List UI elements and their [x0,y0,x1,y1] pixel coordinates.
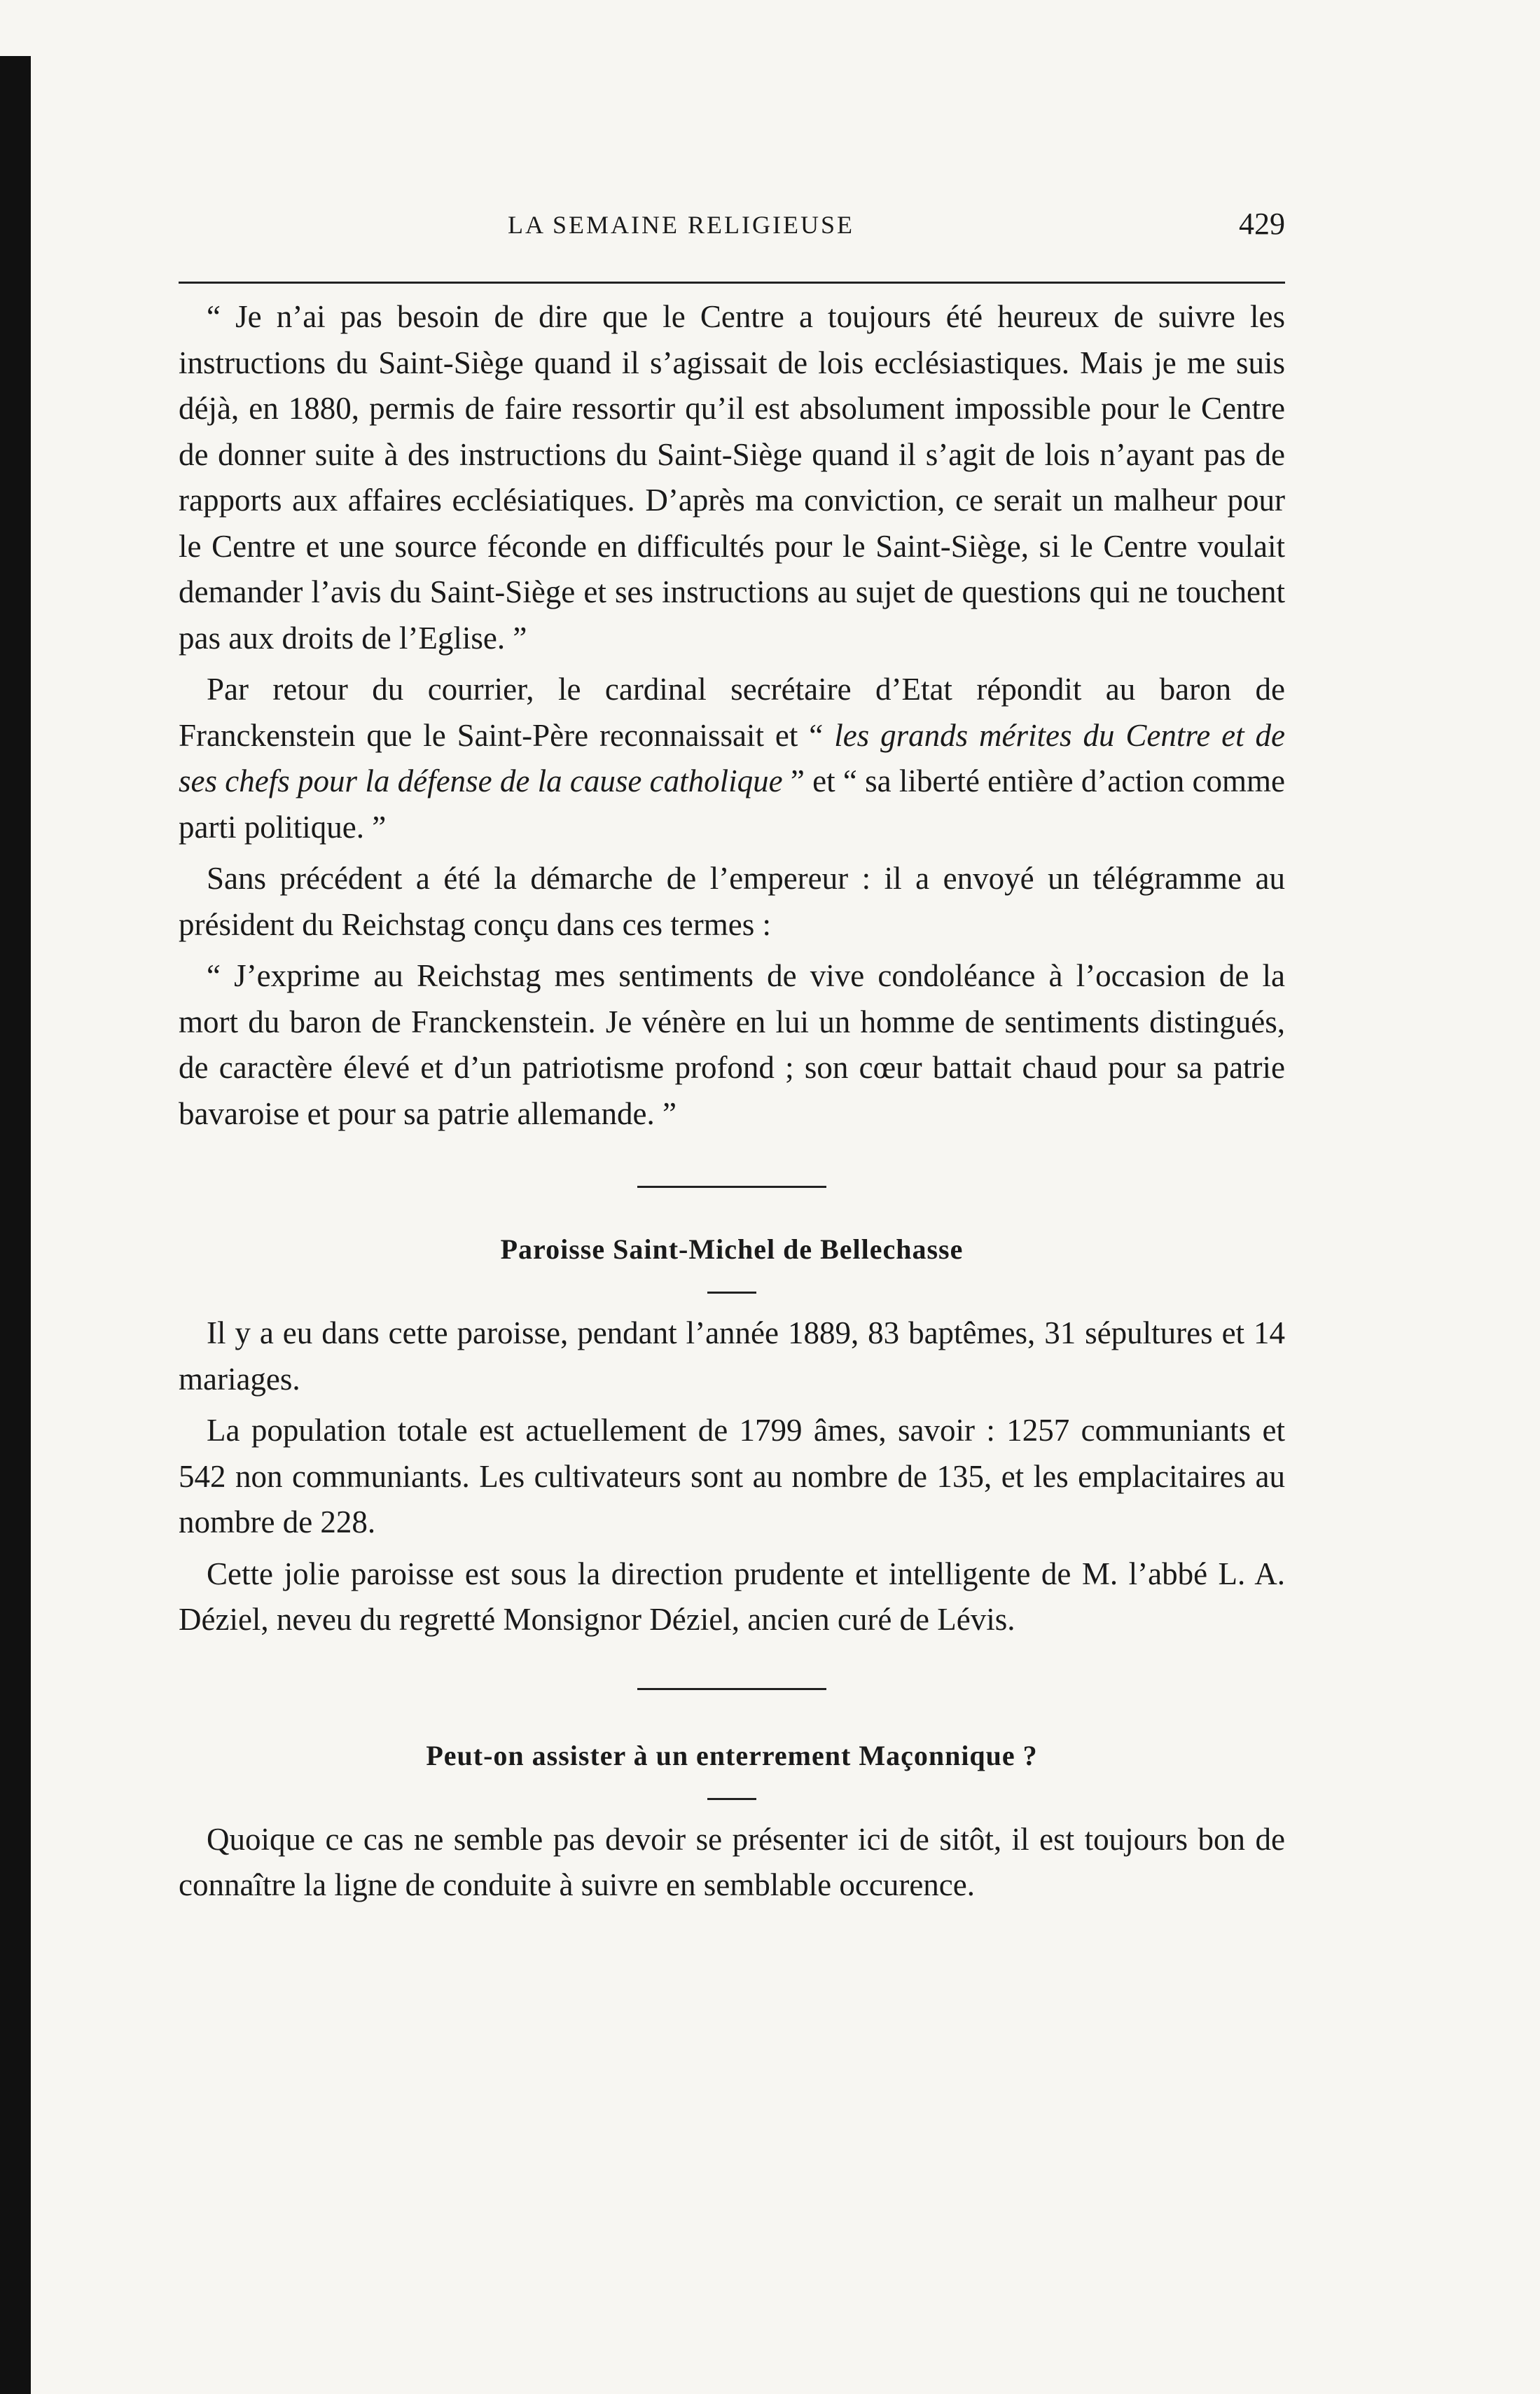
italic-quote: les grands mérites du Centre et de ses chefs pour la défense de la cause catholique [179,717,1285,798]
paragraph-text: Par retour du courrier, le cardinal secrétaire d’Etat répondit au baron de Franckenstein que le Saint-Père reconnaissait et “ [179,672,1285,753]
paragraph-text: ” et “ sa liberté entière d’action comme parti politique. ” [179,763,1285,845]
page-number: 429 [1239,207,1285,241]
quote-paragraph: “ Je n’ai pas besoin de dire que le Centre a toujours été heureux de suivre les instructions du Saint-Siège quand il s’agissait de lois ecclésiastiques. Mais je me suis déjà, en 1880, permis de faire ressortir qu’il est absolument impossible pour le Centre de donner suite à des instructions du Saint-Siège quand il s’agit de lois n’ayant pas de rapports aux affaires ecclésiatiques. D’après ma conviction, ce serait un malheur pour le Centre et une source féconde en difficultés pour le Saint-Siège, si le Centre voulait demander l’avis du Saint-Siège et ses instructions au sujet de questions qui ne touchent pas aux droits de l’Eglise. ” [179,299,1285,656]
paragraph-emperor: Sans précédent a été la démarche de l’empereur : il a envoyé un télégramme au président du Reichstag conçu dans ces termes : [179,861,1285,942]
page-binding-edge [0,56,31,2394]
paragraph: Il y a eu dans cette paroisse, pendant l’année 1889, 83 baptêmes, 31 sépultures et 14 mariages. [179,1315,1285,1397]
header-rule [179,282,1285,284]
telegram-quote: “ J’exprime au Reichstag mes sentiments de vive condoléance à l’occasion de la mort du baron de Franckenstein. Je vénère en lui un homme de sentiments distingués, de caractère élevé et d’un patriotisme profond ; son cœur battait chaud pour sa patrie bavaroise et pour sa patrie allemande. ” [179,958,1285,1131]
paragraph: Cette jolie paroisse est sous la direction prudente et intelligente de M. l’abbé L. A. Déziel, neveu du regretté Monsignor Déziel, ancien curé de Lévis. [179,1556,1285,1637]
paragraph: Quoique ce cas ne semble pas devoir se présenter ici de sitôt, il est toujours bon de connaître la ligne de conduite à suivre en semblable occurence. [179,1821,1285,1902]
document-page [179,0,1285,2394]
page-header [179,207,1285,252]
paragraph-cardinal-reply [179,667,1285,850]
page-body [179,294,1285,1909]
section-heading: Peut-on assister à un enterrement Maçonnique ? [426,1739,1038,1771]
paragraph: La population totale est actuellement de 1799 âmes, savoir : 1257 communiants et 542 non communiants. Les cultivateurs sont au nombre de 135, et les emplacitaires au nombre de 228. [179,1413,1285,1540]
section-heading: Paroisse Saint-Michel de Bellechasse [500,1233,964,1265]
running-title: LA SEMAINE RELIGIEUSE [508,211,854,239]
